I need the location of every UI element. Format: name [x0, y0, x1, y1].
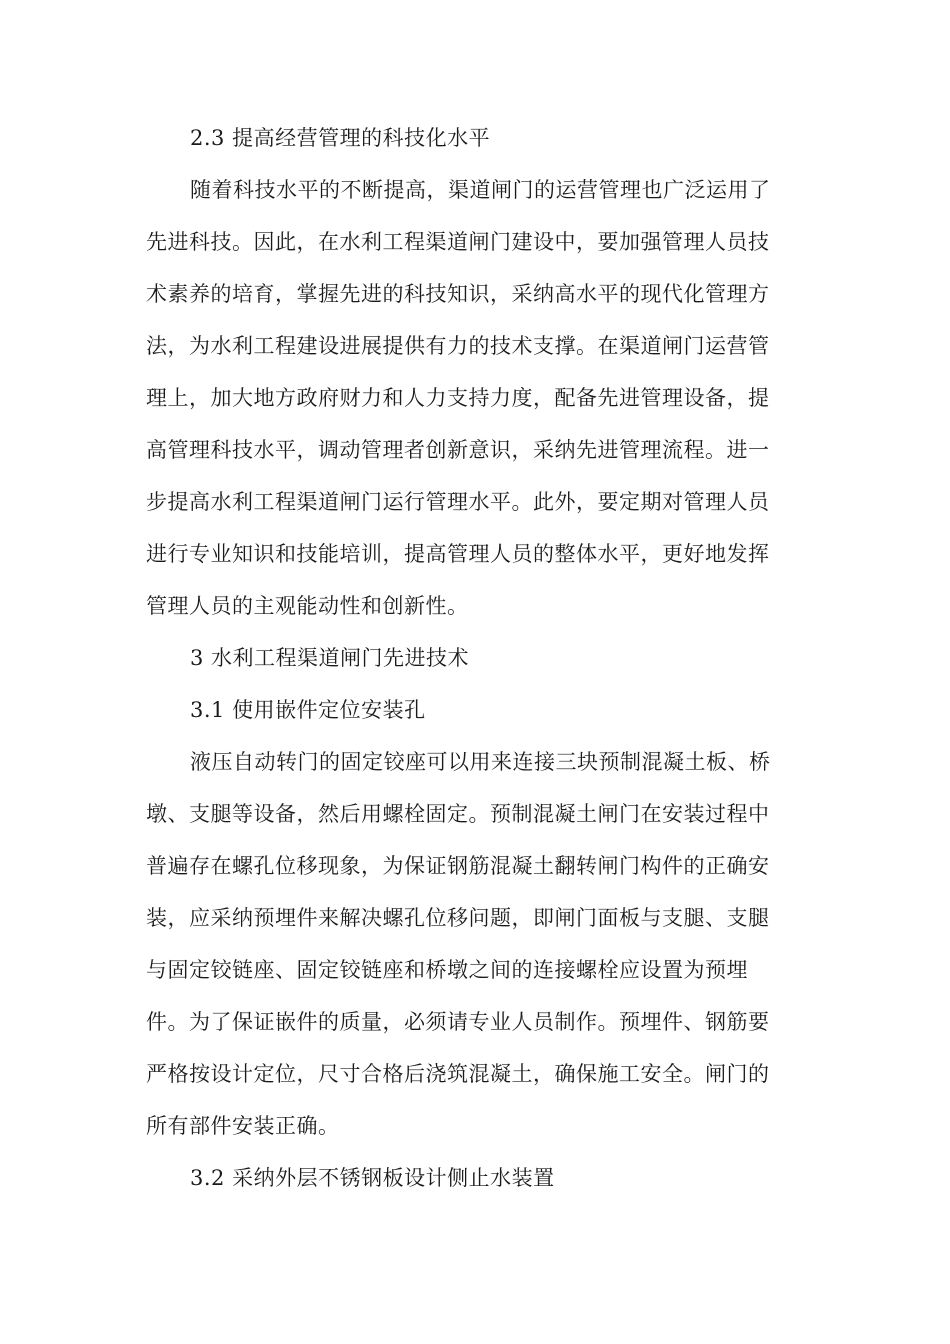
paragraph-line: 先进科技。因此，在水利工程渠道闸门建设中，要加强管理人员技: [146, 230, 770, 254]
section-heading-3-1: 3.1 使用嵌件定位安装孔: [190, 698, 426, 722]
paragraph-line: 步提高水利工程渠道闸门运行管理水平。此外，要定期对管理人员: [146, 490, 770, 514]
section-heading-2-3: 2.3 提高经营管理的科技化水平: [190, 126, 491, 150]
section-heading-3: 3 水利工程渠道闸门先进技术: [190, 646, 470, 670]
paragraph-line: 墩、支腿等设备，然后用螺栓固定。预制混凝土闸门在安装过程中: [146, 802, 770, 826]
paragraph-line: 理上，加大地方政府财力和人力支持力度，配备先进管理设备，提: [146, 386, 770, 410]
paragraph-line: 所有部件安装正确。: [146, 1114, 340, 1138]
paragraph-line: 装，应采纳预埋件来解决螺孔位移问题，即闸门面板与支腿、支腿: [146, 906, 770, 930]
paragraph-line: 液压自动转门的固定铰座可以用来连接三块预制混凝土板、桥: [190, 750, 771, 774]
paragraph-line: 法，为水利工程建设进展提供有力的技术支撑。在渠道闸门运营管: [146, 334, 770, 358]
paragraph-line: 高管理科技水平，调动管理者创新意识，采纳先进管理流程。进一: [146, 438, 770, 462]
paragraph-line: 件。为了保证嵌件的质量，必须请专业人员制作。预埋件、钢筋要: [146, 1010, 770, 1034]
paragraph-line: 术素养的培育，掌握先进的科技知识，采纳高水平的现代化管理方: [146, 282, 770, 306]
paragraph-line: 管理人员的主观能动性和创新性。: [146, 594, 469, 618]
section-heading-3-2: 3.2 采纳外层不锈钢板设计侧止水装置: [190, 1166, 555, 1190]
paragraph-line: 进行专业知识和技能培训，提高管理人员的整体水平，更好地发挥: [146, 542, 770, 566]
paragraph-line: 严格按设计定位，尺寸合格后浇筑混凝土，确保施工安全。闸门的: [146, 1062, 770, 1086]
paragraph-line: 随着科技水平的不断提高，渠道闸门的运营管理也广泛运用了: [190, 178, 771, 202]
paragraph-line: 普遍存在螺孔位移现象，为保证钢筋混凝土翻转闸门构件的正确安: [146, 854, 770, 878]
paragraph-line: 与固定铰链座、固定铰链座和桥墩之间的连接螺栓应设置为预埋: [146, 958, 748, 982]
